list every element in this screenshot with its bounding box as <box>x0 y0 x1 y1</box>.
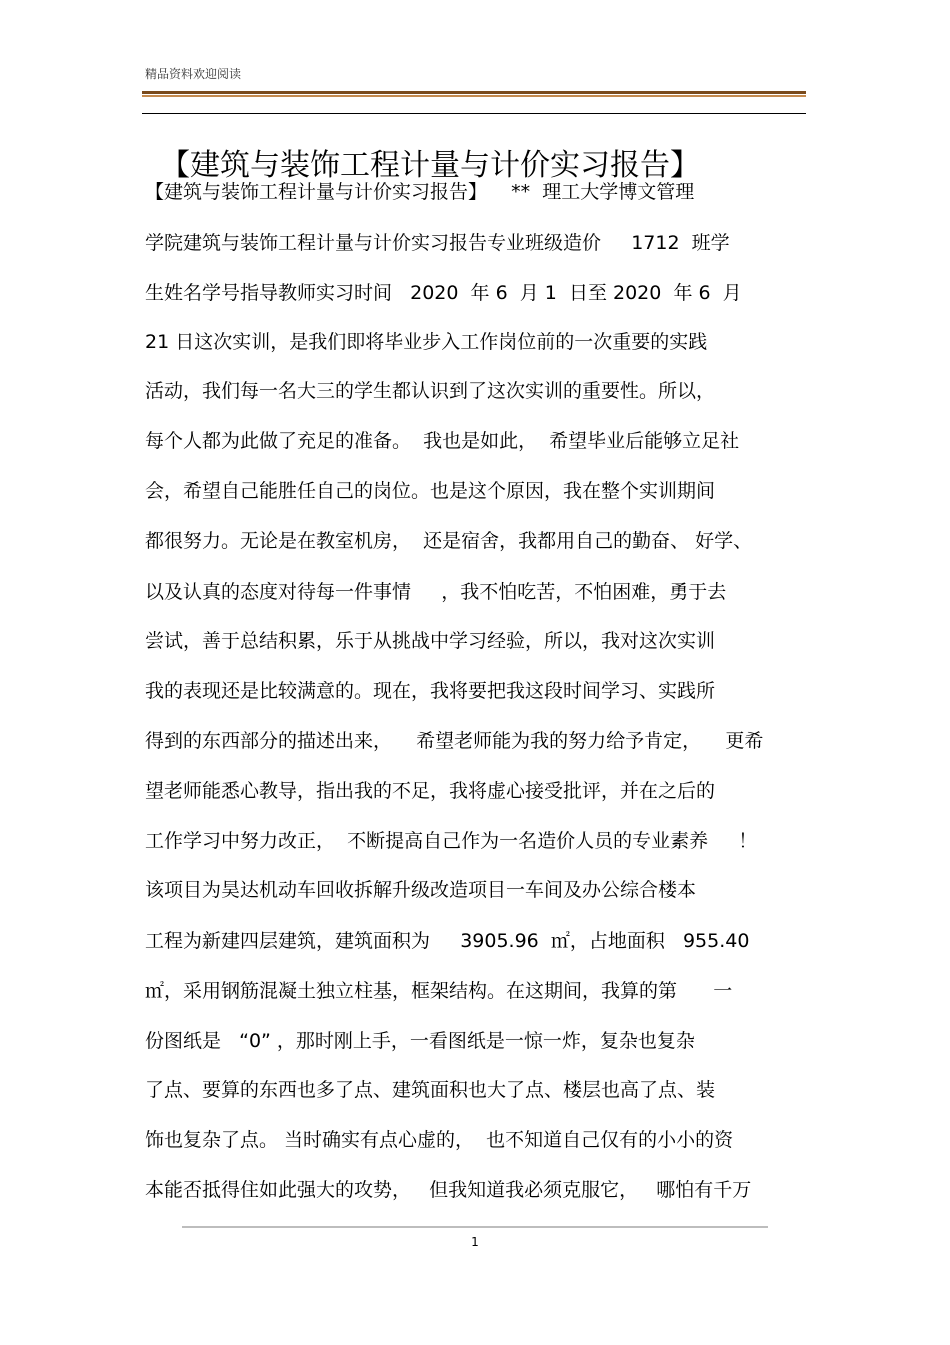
body-line: 份图纸是 “0” ，那时刚上手，一看图纸是一惊一炸，复杂也复杂 <box>145 1030 695 1052</box>
body-line: 都很努力。无论是在教室机房， 还是宿舍，我都用自己的勤奋、 好学、 <box>145 530 753 552</box>
body-line: 21 日这次实训，是我们即将毕业步入工作岗位前的一次重要的实践 <box>145 331 708 353</box>
body-line: 望老师能悉心教导，指出我的不足，我将虚心接受批评，并在之后的 <box>145 780 716 802</box>
body-line: 生姓名学号指导教师实习时间 2020 年 6 月 1 日至 2020 年 6 月 <box>145 282 742 304</box>
body-line: 本能否抵得住如此强大的攻势， 但我知道我必须克服它， 哪怕有千万 <box>145 1179 752 1201</box>
body-line: 该项目为昊达机动车回收拆解升级改造项目一车间及办公综合楼本 <box>145 879 697 901</box>
body-line: 饰也复杂了点。 当时确实有点心虚的， 也不知道自己仅有的小小的资 <box>145 1129 734 1151</box>
body-line: 尝试，善于总结积累，乐于从挑战中学习经验，所以，我对这次实训 <box>145 630 716 652</box>
body-line: 学院建筑与装饰工程计量与计价实习报告专业班级造价 1712 班学 <box>145 232 730 254</box>
page-number: 1 <box>471 1235 479 1249</box>
document-title: 【建筑与装饰工程计量与计价实习报告】 <box>160 148 700 184</box>
body-line: 了点、要算的东西也多了点、建筑面积也大了点、楼层也高了点、装 <box>145 1079 716 1101</box>
body-line: 工作学习中努力改正， 不断提高自己作为一名造价人员的专业素养 ！ <box>145 830 758 852</box>
body-line: 会，希望自己能胜任自己的岗位。也是这个原因，我在整个实训期间 <box>145 480 716 502</box>
body-line: 以及认真的态度对待每一件事情 ，我不怕吃苦，不怕困难，勇于去 <box>145 581 727 603</box>
body-line: 工程为新建四层建筑，建筑面积为 3905.96 ㎡，占地面积 955.40 <box>145 930 750 952</box>
body-line: 我的表现还是比较满意的。现在，我将要把我这段时间学习、实践所 <box>145 680 716 702</box>
body-line: 【建筑与装饰工程计量与计价实习报告】 ** 理工大学博文管理 <box>145 181 695 203</box>
body-line: 每个人都为此做了充足的准备。 我也是如此， 希望毕业后能够立足社 <box>145 430 740 452</box>
header-text: 精品资料欢迎阅读 <box>145 67 242 81</box>
body-line: 得到的东西部分的描述出来， 希望老师能为我的努力给予肯定， 更希 <box>145 730 764 752</box>
header-rule-thin <box>142 113 806 114</box>
header-rule-light <box>142 95 806 97</box>
footer-rule <box>182 1226 768 1228</box>
body-line: 活动，我们每一名大三的学生都认识到了这次实训的重要性。所以， <box>145 380 716 402</box>
header-rule-dark <box>142 91 806 94</box>
body-line: ㎡，采用钢筋混凝土独立柱基，框架结构。在这期间，我算的第 一 <box>145 980 733 1002</box>
